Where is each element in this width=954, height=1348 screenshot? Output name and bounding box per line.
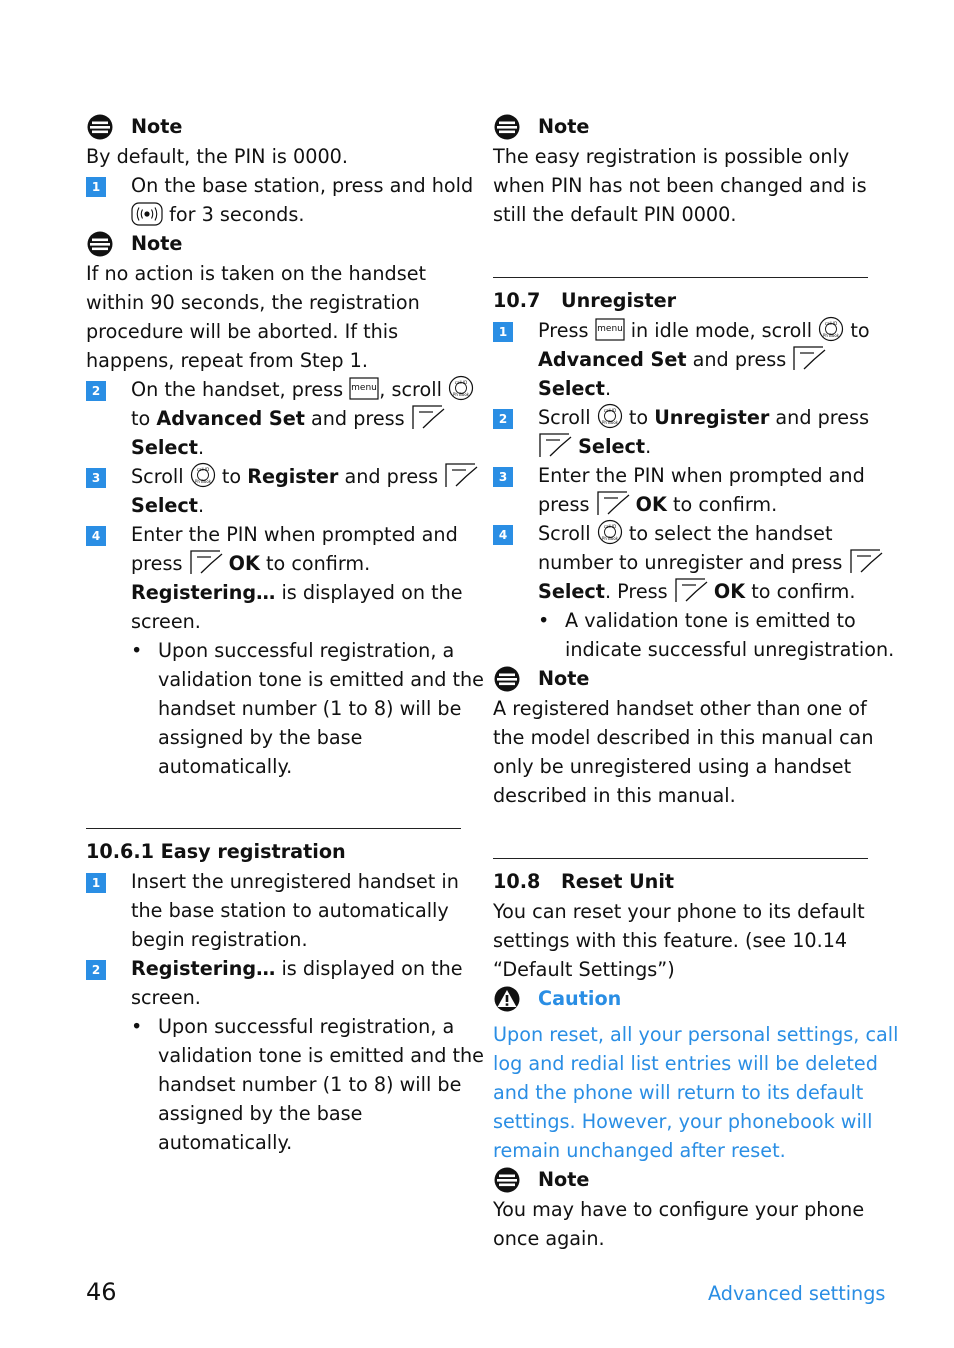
svg-text:Ph Book: Ph Book [452, 392, 470, 397]
body-text: “Default Settings”) [493, 958, 675, 981]
step-number: 4 [86, 526, 106, 546]
section-heading: 10.6.1 Easy registration [86, 840, 346, 863]
step-item: 1 On the base station, press and hold [86, 171, 461, 200]
step-item: screen. [131, 610, 201, 633]
note-text: happens, repeat from Step 1. [86, 349, 368, 372]
bullet: • [538, 609, 550, 632]
svg-text:call ID: call ID [454, 380, 468, 385]
svg-text:call ID: call ID [603, 524, 616, 529]
step-item: Select. Press OK to confirm. [493, 577, 868, 606]
note-text: If no action is taken on the handset [86, 262, 427, 285]
svg-text:call ID: call ID [825, 321, 838, 326]
note-text: when PIN has not been changed and is [493, 174, 867, 197]
caution-text: settings. However, your phonebook will [493, 1110, 873, 1133]
step-number: 3 [493, 467, 513, 487]
step-item: 1 Press menu in idle mode, scroll call ID Ph Book to [493, 316, 868, 345]
spacer [86, 781, 461, 828]
step-item: Advanced Set and press [493, 345, 868, 374]
bullet-item: indicate successful unregistration. [565, 638, 895, 661]
step-item: begin registration. [131, 928, 308, 951]
bullet: • [131, 1015, 143, 1038]
step-item: 4 Scroll call ID Ph Book to select the handset [493, 519, 868, 548]
spacer [493, 229, 868, 277]
note-text: described in this manual. [493, 784, 736, 807]
step-item: 3 Enter the PIN when prompted and [493, 461, 868, 490]
step-number: 4 [493, 525, 513, 545]
step-item: 2 Scroll call ID Ph Book to Unregister and press [493, 403, 868, 432]
section-heading: 10.7 Unregister [493, 289, 677, 312]
note-text: the model described in this manual can [493, 726, 874, 749]
caution-text: remain unchanged after reset. [493, 1139, 786, 1162]
bullet-item: automatically. [158, 1131, 293, 1154]
svg-text:menu: menu [351, 383, 378, 393]
caution-text: and the phone will return to its default [493, 1081, 864, 1104]
step-item: for 3 seconds. [86, 200, 461, 229]
step-number: 2 [493, 409, 513, 429]
svg-text:call ID: call ID [603, 408, 616, 413]
caution-text: Upon reset, all your personal settings, call [493, 1023, 899, 1046]
bullet-item: handset number (1 to 8) will be [158, 697, 462, 720]
step-number: 1 [86, 177, 106, 197]
step-number: 2 [86, 381, 106, 401]
svg-text:call ID: call ID [196, 467, 209, 472]
svg-text:Ph Book: Ph Book [601, 420, 618, 425]
bullet-item: validation tone is emitted and the [158, 668, 484, 691]
step-item: Registering… is displayed on the [131, 581, 463, 604]
step-item: the base station to automatically [131, 899, 449, 922]
step-number: 1 [493, 322, 513, 342]
section-rule [86, 828, 461, 829]
step-item: Select. [131, 436, 205, 459]
note-heading: Note [493, 664, 868, 694]
step-number: 2 [86, 960, 106, 980]
bullet-item: • Upon successful registration, a [86, 1012, 461, 1041]
note-text: The easy registration is possible only [493, 145, 850, 168]
step-item: 4 Enter the PIN when prompted and [86, 520, 461, 549]
note-heading: Note [493, 1165, 868, 1195]
bullet: • [131, 639, 143, 662]
step-item: 2 Registering… is displayed on the [86, 954, 461, 983]
note-heading: Note [493, 112, 868, 142]
note-text: procedure will be aborted. If this [86, 320, 399, 343]
caution-heading: Caution [493, 984, 868, 1014]
spacer [493, 810, 868, 858]
svg-text:Ph Book: Ph Book [194, 479, 211, 484]
footer-section-title: Advanced settings [708, 1282, 886, 1305]
note-text: By default, the PIN is 0000. [86, 145, 348, 168]
bullet-item: assigned by the base [158, 726, 363, 749]
step-item: Select. [538, 377, 612, 400]
right-column [493, 112, 899, 1253]
step-item: Select. [131, 494, 205, 517]
svg-text:Ph Book: Ph Book [601, 536, 618, 541]
step-item: press OK to confirm. [86, 549, 461, 578]
step-item: 3 Scroll call ID Ph Book to Register and press [86, 462, 461, 491]
step-item: screen. [131, 986, 201, 1009]
caution-text: log and redial list entries will be deleted [493, 1052, 878, 1075]
bullet-item: assigned by the base [158, 1102, 363, 1125]
step-item: 2 On the handset, press menu , scroll call ID Ph Book [86, 375, 461, 404]
svg-text:menu: menu [596, 324, 623, 334]
body-text: You can reset your phone to its default [493, 900, 865, 923]
step-item: Select. [493, 432, 868, 461]
caution-icon [493, 986, 521, 1021]
bullet-item: • A validation tone is emitted to [493, 606, 868, 635]
section-rule [493, 858, 868, 859]
step-number: 1 [86, 873, 106, 893]
body-text: settings with this feature. (see 10.14 [493, 929, 848, 952]
page-number: 46 [86, 1278, 117, 1306]
step-item: to Advanced Set and press [86, 404, 461, 433]
note-text: only be unregistered using a handset [493, 755, 852, 778]
note-text: still the default PIN 0000. [493, 203, 737, 226]
bullet-item: automatically. [158, 755, 293, 778]
note-heading: Note [86, 112, 461, 142]
bullet-item: • Upon successful registration, a [86, 636, 461, 665]
note-heading: Note [86, 229, 461, 259]
bullet-item: validation tone is emitted and the [158, 1044, 484, 1067]
step-item: number to unregister and press [493, 548, 868, 577]
note-text: A registered handset other than one of [493, 697, 867, 720]
left-column [86, 112, 484, 1157]
bullet-item: handset number (1 to 8) will be [158, 1073, 462, 1096]
note-text: once again. [493, 1227, 605, 1250]
section-rule [493, 277, 868, 278]
step-item: press OK to confirm. [493, 490, 868, 519]
step-number: 3 [86, 468, 106, 488]
note-text: You may have to configure your phone [493, 1198, 865, 1221]
section-heading: 10.8 Reset Unit [493, 870, 675, 893]
note-text: within 90 seconds, the registration [86, 291, 420, 314]
step-item: 1 Insert the unregistered handset in [86, 867, 461, 896]
svg-text:Ph Book: Ph Book [823, 333, 840, 338]
